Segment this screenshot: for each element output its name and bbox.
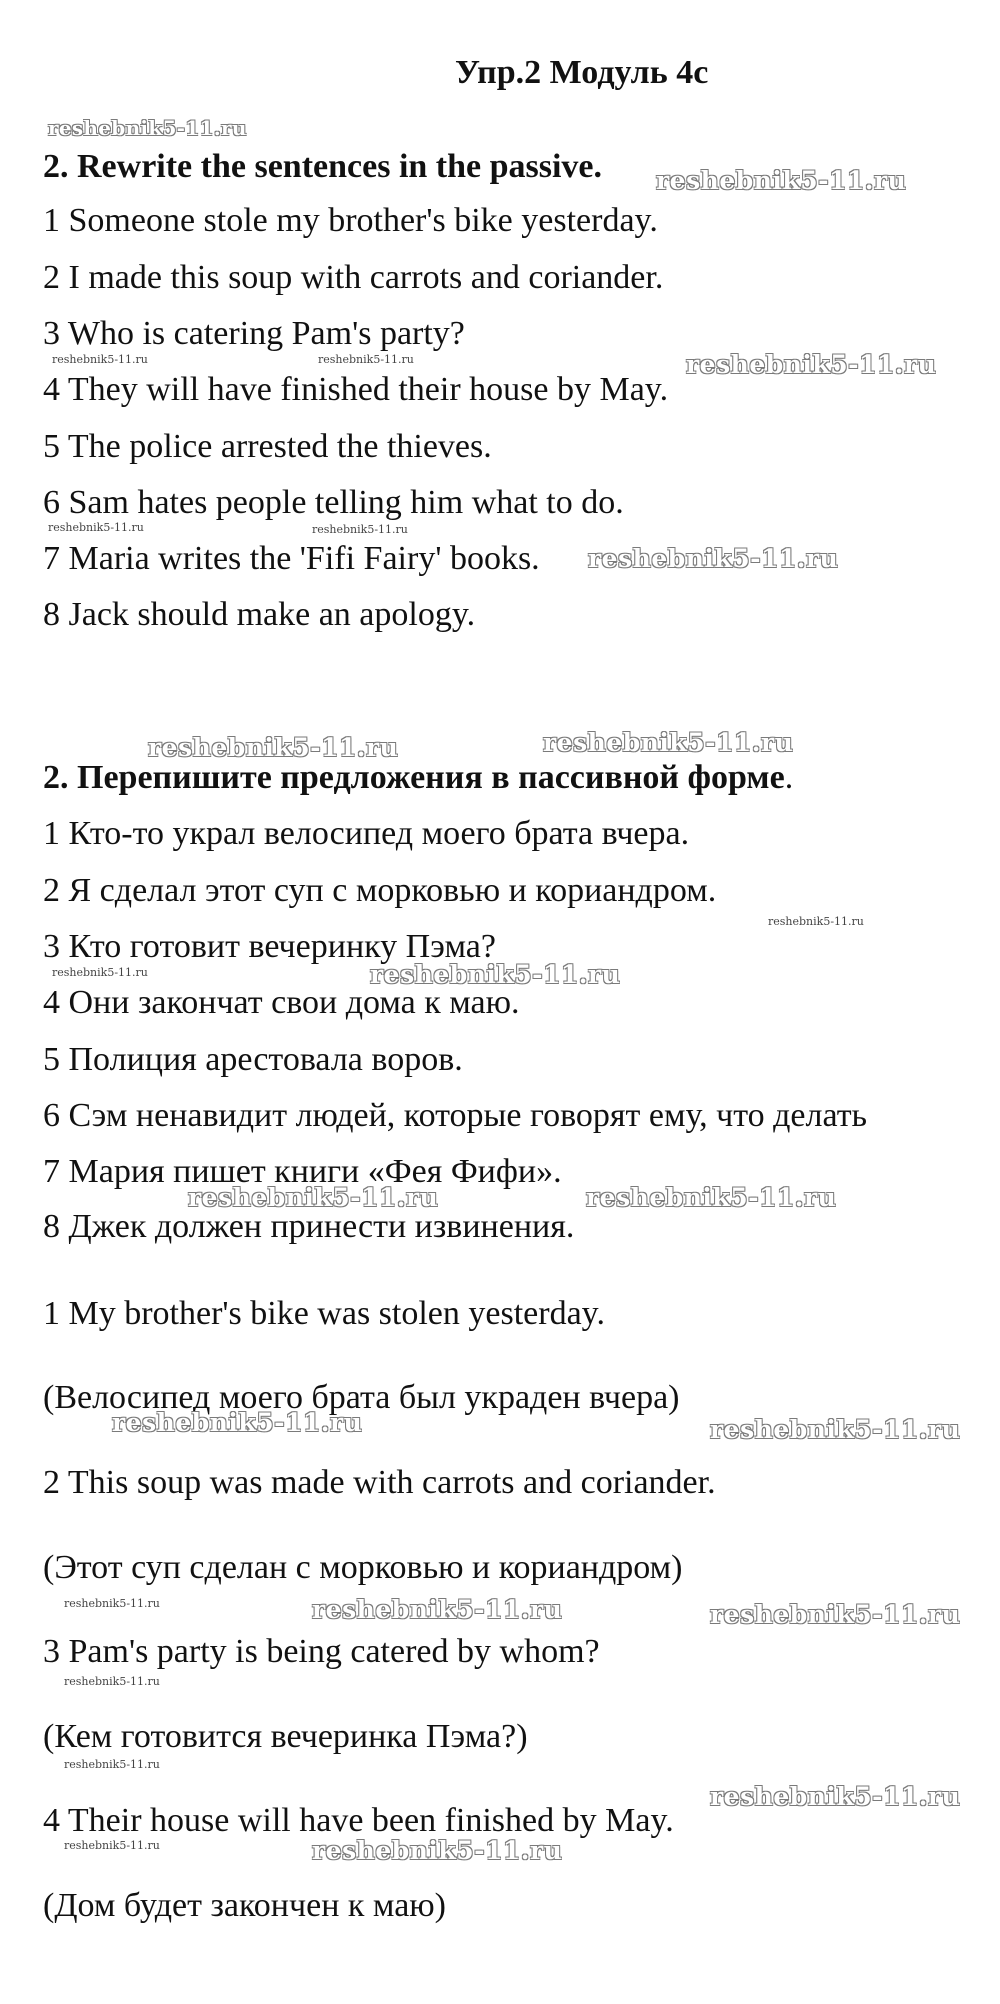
watermark: reshebnik5-11.ru: [52, 353, 148, 366]
watermark: reshebnik5-11.ru: [710, 1415, 961, 1444]
russian-heading-period: .: [784, 759, 794, 796]
watermark: reshebnik5-11.ru: [586, 1183, 837, 1212]
watermark: reshebnik5-11.ru: [588, 544, 839, 573]
watermark: reshebnik5-11.ru: [64, 1758, 160, 1771]
english-item-1: 1 Someone stole my brother's bike yesterday.: [43, 202, 658, 239]
english-item-2: 2 I made this soup with carrots and coriander.: [43, 259, 664, 296]
watermark: reshebnik5-11.ru: [112, 1408, 363, 1437]
watermark: reshebnik5-11.ru: [312, 1595, 563, 1624]
russian-item-2: 2 Я сделал этот суп с морковью и кориандром.: [43, 872, 717, 909]
watermark: reshebnik5-11.ru: [710, 1782, 961, 1811]
answer-4-ru: (Дом будет закончен к маю): [43, 1887, 447, 1924]
answer-2-ru: (Этот суп сделан с морковью и кориандром): [43, 1549, 683, 1586]
russian-item-6: 6 Сэм ненавидит людей, которые говорят ему, что делать: [43, 1097, 868, 1134]
watermark: reshebnik5-11.ru: [768, 915, 864, 928]
russian-heading: [43, 761, 793, 795]
watermark: reshebnik5-11.ru: [710, 1600, 961, 1629]
watermark: reshebnik5-11.ru: [370, 960, 621, 989]
page-title: Упр.2 Модуль 4с: [455, 54, 709, 91]
russian-item-1: 1 Кто-то украл велосипед моего брата вчера.: [43, 815, 690, 852]
watermark: reshebnik5-11.ru: [686, 350, 937, 379]
english-item-8: 8 Jack should make an apology.: [43, 596, 476, 633]
answer-3-ru: (Кем готовится вечеринка Пэма?): [43, 1718, 528, 1755]
english-item-5: 5 The police arrested the thieves.: [43, 428, 492, 465]
watermark: reshebnik5-11.ru: [148, 733, 399, 762]
answer-3-en: 3 Pam's party is being catered by whom?: [43, 1633, 600, 1670]
watermark: reshebnik5-11.ru: [64, 1839, 160, 1852]
russian-item-3: 3 Кто готовит вечеринку Пэма?: [43, 928, 496, 965]
english-item-7: 7 Maria writes the 'Fifi Fairy' books.: [43, 540, 540, 577]
russian-item-4: 4 Они закончат свои дома к маю.: [43, 984, 520, 1021]
answer-4-en: 4 Their house will have been finished by May.: [43, 1802, 674, 1839]
english-item-3: 3 Who is catering Pam's party?: [43, 315, 465, 352]
russian-item-8: 8 Джек должен принести извинения.: [43, 1208, 575, 1245]
russian-item-5: 5 Полиция арестовала воров.: [43, 1041, 463, 1078]
watermark: reshebnik5-11.ru: [656, 166, 907, 195]
answer-1-ru: (Велосипед моего брата был украден вчера): [43, 1379, 680, 1416]
english-heading: 2. Rewrite the sentences in the passive.: [43, 148, 603, 185]
russian-heading-text: 2. Перепишите предложения в пассивной форме: [43, 759, 785, 796]
english-item-6: 6 Sam hates people telling him what to do.: [43, 484, 624, 521]
russian-item-7: 7 Мария пишет книги «Фея Фифи».: [43, 1153, 562, 1190]
watermark: reshebnik5-11.ru: [318, 353, 414, 366]
watermark: reshebnik5-11.ru: [48, 116, 247, 140]
watermark: reshebnik5-11.ru: [543, 728, 794, 757]
watermark: reshebnik5-11.ru: [52, 966, 148, 979]
answer-2-en: 2 This soup was made with carrots and coriander.: [43, 1464, 716, 1501]
watermark: reshebnik5-11.ru: [64, 1675, 160, 1688]
answer-1-en: 1 My brother's bike was stolen yesterday.: [43, 1295, 605, 1332]
watermark: reshebnik5-11.ru: [312, 523, 408, 536]
watermark: reshebnik5-11.ru: [312, 1836, 563, 1865]
watermark: reshebnik5-11.ru: [64, 1597, 160, 1610]
watermark: reshebnik5-11.ru: [188, 1183, 439, 1212]
watermark: reshebnik5-11.ru: [48, 521, 144, 534]
english-item-4: 4 They will have finished their house by May.: [43, 371, 669, 408]
